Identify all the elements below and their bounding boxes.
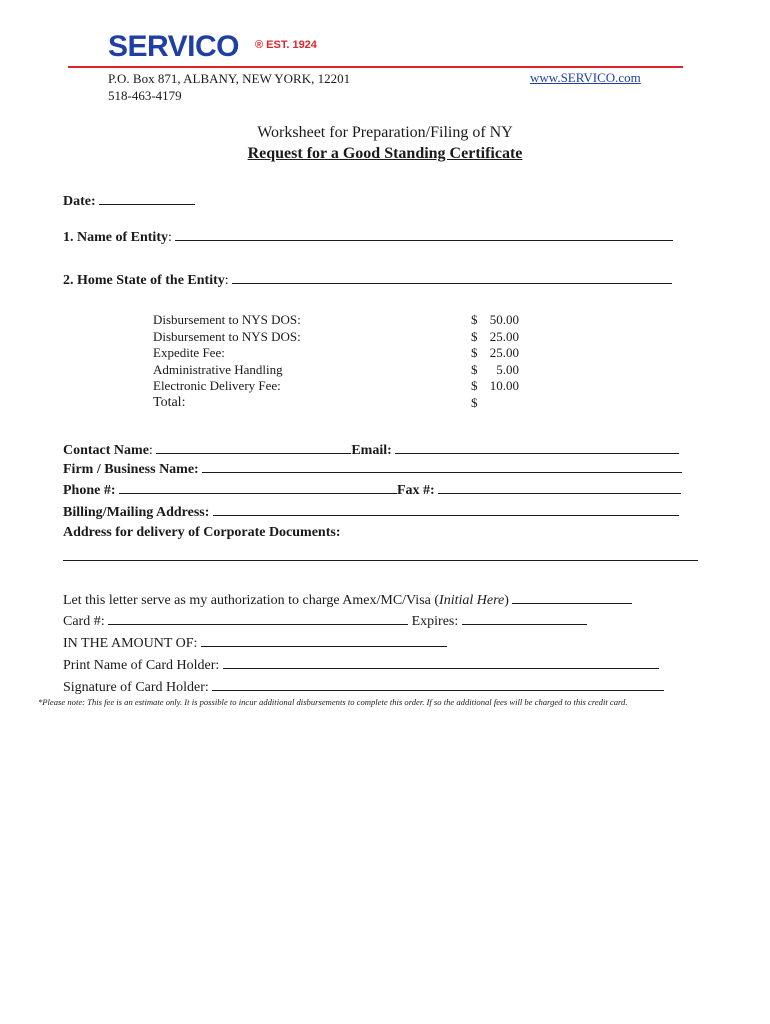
phone-line: 518-463-4179: [108, 88, 182, 103]
billing-row: [63, 503, 679, 521]
dollar-sign: $: [471, 312, 478, 327]
delivery-line[interactable]: [63, 560, 698, 561]
card-line[interactable]: [108, 612, 408, 625]
header-divider: [68, 66, 683, 68]
signature-label: Signature of Card Holder:: [63, 680, 209, 695]
firm-line[interactable]: [202, 460, 682, 473]
contact-name-line[interactable]: [156, 441, 351, 454]
fax-line[interactable]: [438, 481, 681, 494]
company-address: [108, 70, 350, 104]
fee-amount: 25.00: [489, 345, 519, 361]
date-label: Date:: [63, 194, 96, 209]
home-state-label: 2. Home State of the Entity: [63, 273, 225, 288]
print-name-row: [63, 655, 659, 677]
entity-name-line[interactable]: [175, 228, 673, 241]
contact-row: Contact Name: Email:: [63, 441, 679, 459]
entity-name-label: 1. Name of Entity: [63, 230, 168, 245]
fee-label: Disbursement to NYS DOS:: [153, 312, 301, 327]
initial-here-text: Initial Here: [439, 593, 505, 608]
fee-labels: [153, 312, 301, 412]
authorization-row: [63, 590, 632, 612]
worksheet-subtitle: Request for a Good Standing Certificate: [247, 145, 523, 162]
website-link[interactable]: www.SERVICO.com: [530, 70, 641, 85]
fee-label: Administrative Handling: [153, 361, 283, 377]
home-state-line[interactable]: [232, 271, 672, 284]
signature-line[interactable]: [212, 678, 664, 691]
fee-amount: 10.00: [489, 378, 519, 394]
email-label: Email:: [351, 443, 392, 458]
delivery-label: Address for delivery of Corporate Documents:: [63, 525, 341, 540]
authorization-text: Let this letter serve as my authorization to charge Amex/MC/Visa (: [63, 593, 440, 608]
delivery-row: [63, 525, 341, 541]
fee-amount: 50.00: [489, 312, 519, 327]
dollar-sign: $: [471, 328, 478, 344]
entity-name-field[interactable]: 1. Name of Entity:: [63, 228, 673, 246]
company-logo: SERVICO: [108, 30, 239, 63]
amount-row: [63, 633, 447, 655]
amount-line[interactable]: [201, 634, 447, 647]
dollar-sign: $: [471, 378, 478, 394]
print-name-line[interactable]: [223, 656, 659, 669]
fee-amount: 25.00: [489, 328, 519, 344]
email-line[interactable]: [395, 441, 679, 454]
phone-fax-row: [63, 481, 681, 499]
signature-row: [63, 677, 664, 699]
home-state-field[interactable]: 2. Home State of the Entity:: [63, 271, 672, 289]
billing-label: Billing/Mailing Address:: [63, 505, 210, 520]
phone-line[interactable]: [119, 481, 397, 494]
fee-amount: 5.00: [496, 361, 519, 377]
established-label: ® EST. 1924: [255, 39, 317, 51]
dollar-sign: $: [471, 361, 478, 377]
dollar-sign: $: [471, 345, 478, 361]
fee-label: Disbursement to NYS DOS:: [153, 328, 301, 344]
fax-label: Fax #:: [397, 483, 435, 498]
fee-label: Expedite Fee:: [153, 345, 225, 361]
firm-row: [63, 460, 682, 478]
billing-line[interactable]: [213, 503, 679, 516]
expires-label: Expires:: [411, 614, 459, 629]
initial-line[interactable]: [512, 591, 632, 604]
date-line[interactable]: [99, 192, 195, 205]
firm-label: Firm / Business Name:: [63, 462, 199, 477]
fee-amounts: [471, 312, 519, 412]
card-label: Card #:: [63, 614, 105, 629]
amount-label: IN THE AMOUNT OF:: [63, 636, 198, 651]
fee-total-label: Total:: [153, 394, 186, 410]
card-row: [63, 611, 587, 633]
date-field[interactable]: [63, 192, 195, 210]
authorization-paren: ): [504, 593, 509, 608]
worksheet-title: Worksheet for Preparation/Filing of NY: [257, 124, 513, 141]
print-name-label: Print Name of Card Holder:: [63, 658, 220, 673]
fee-disclaimer: *Please note: This fee is an estimate only. It is possible to incur additional disbursements to complete this order. If so the additional fees will be charged to this credit card.: [38, 697, 628, 707]
dollar-sign: $: [471, 394, 478, 410]
address-line: P.O. Box 871, ALBANY, NEW YORK, 12201: [108, 71, 351, 86]
fee-label: Electronic Delivery Fee:: [153, 378, 281, 394]
expires-line[interactable]: [462, 612, 587, 625]
phone-label: Phone #:: [63, 483, 116, 498]
contact-name-label: Contact Name: [63, 443, 149, 458]
